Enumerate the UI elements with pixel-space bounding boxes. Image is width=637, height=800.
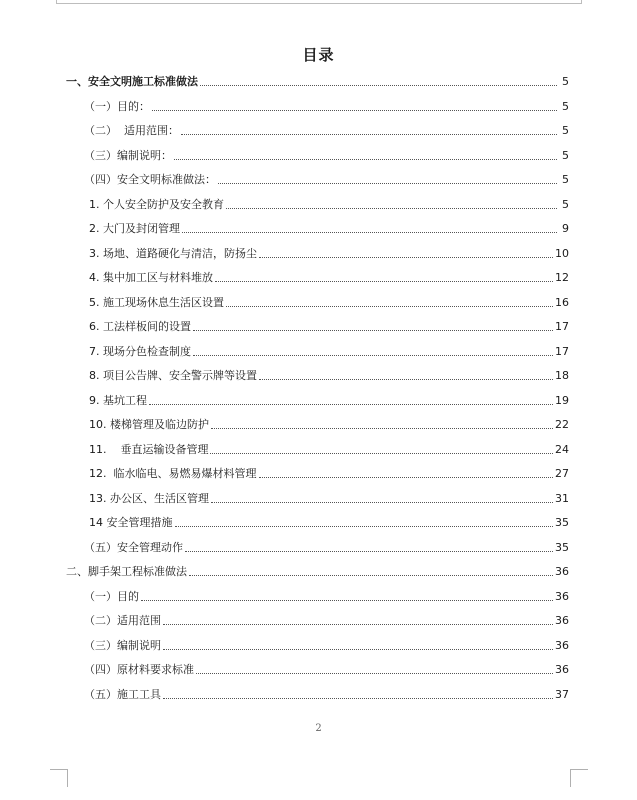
toc-entry[interactable]: （五）施工工具 37 bbox=[84, 688, 569, 701]
toc-entry[interactable]: 6. 工法样板间的设置 17 bbox=[89, 320, 569, 333]
toc-entry[interactable]: 7. 现场分色检查制度 17 bbox=[89, 345, 569, 358]
header-corner-mark-left bbox=[56, 0, 57, 3]
header-corner-mark-right bbox=[581, 0, 582, 3]
toc-entry[interactable]: （一）目的： 5 bbox=[84, 100, 569, 113]
toc-entry-section-2[interactable]: 二、脚手架工程标准做法 36 bbox=[66, 565, 569, 578]
page-number: 2 bbox=[315, 723, 322, 734]
toc-entry[interactable]: 10. 楼梯管理及临边防护 22 bbox=[89, 418, 569, 431]
footer-corner-mark-left bbox=[50, 769, 68, 787]
toc-entry[interactable]: 1. 个人安全防护及安全教育 5 bbox=[89, 198, 569, 211]
toc-title: 目录 bbox=[302, 46, 335, 64]
toc-entry[interactable]: 5. 施工现场休息生活区设置 16 bbox=[89, 296, 569, 309]
toc-entry[interactable]: 3. 场地、道路硬化与清洁，防扬尘 10 bbox=[89, 247, 569, 260]
toc-entry[interactable]: 13. 办公区、生活区管理 31 bbox=[89, 492, 569, 505]
toc-entry[interactable]: 9. 基坑工程 19 bbox=[89, 394, 569, 407]
toc-entry[interactable]: （四）安全文明标准做法： 5 bbox=[84, 173, 569, 186]
toc-entry[interactable]: 4. 集中加工区与材料堆放 12 bbox=[89, 271, 569, 284]
toc-entry[interactable]: （二）适用范围 36 bbox=[84, 614, 569, 627]
toc-entry[interactable]: （三）编制说明 36 bbox=[84, 639, 569, 652]
footer-corner-mark-right bbox=[570, 769, 588, 787]
toc-entry[interactable]: （二） 适用范围： 5 bbox=[84, 124, 569, 137]
toc-entry[interactable]: （四）原材料要求标准 36 bbox=[84, 663, 569, 676]
toc-entry[interactable]: 12. 临水临电、易燃易爆材料管理 27 bbox=[89, 467, 569, 480]
toc-entry[interactable]: 2. 大门及封闭管理 9 bbox=[89, 222, 569, 235]
toc-entry[interactable]: （三）编制说明： 5 bbox=[84, 149, 569, 162]
header-margin-rule bbox=[56, 0, 582, 4]
toc-entry[interactable]: 8. 项目公告牌、安全警示牌等设置 18 bbox=[89, 369, 569, 382]
toc-entry[interactable]: （五）安全管理动作 35 bbox=[84, 541, 569, 554]
toc-entry[interactable]: 14 安全管理措施 35 bbox=[89, 516, 569, 529]
toc-entry[interactable]: （一）目的 36 bbox=[84, 590, 569, 603]
toc-entry[interactable]: 11. 垂直运输设备管理 24 bbox=[89, 443, 569, 456]
toc-entry-section-1[interactable]: 一、安全文明施工标准做法 5 bbox=[66, 75, 569, 88]
